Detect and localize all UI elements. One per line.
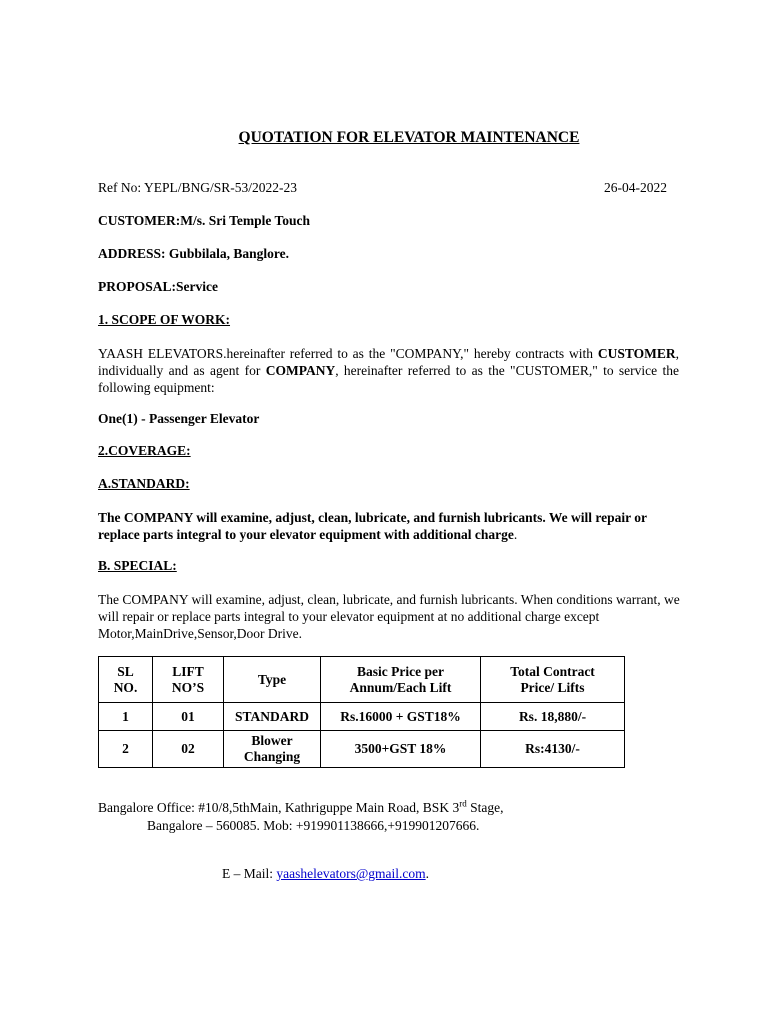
header-type: Type (224, 657, 321, 703)
header-sl-no: SL NO. (99, 657, 153, 703)
scope-paragraph (98, 345, 679, 396)
ordinal-superscript: rd (459, 798, 467, 809)
standard-end: . (513, 527, 518, 542)
scope-text-2: , individually and as agent for (98, 346, 679, 378)
email-line: E – Mail: yaashelevators@gmail.com. (222, 866, 430, 881)
cell-sl: 2 (99, 731, 153, 768)
table-row (99, 731, 625, 768)
special-paragraph: The COMPANY will examine, adjust, clean, lubricate, and furnish lubricants. When conditions warrant, we will repair or replace parts integral to your elevator equipment at no additional charge except Motor,MainDrive,Sensor,Door Drive. (98, 592, 680, 641)
table-header-row (99, 657, 625, 703)
header-total-price: Total Contract Price/ Lifts (481, 657, 625, 703)
cell-type: Blower Changing (224, 731, 321, 768)
office-address-line-1: Bangalore Office: #10/8,5thMain, Kathriguppe Main Road, BSK 3rd Stage, (98, 798, 504, 815)
coverage-heading: 2.COVERAGE: (98, 443, 191, 458)
scope-bold-customer: CUSTOMER (597, 346, 676, 361)
document-title: QUOTATION FOR ELEVATOR MAINTENANCE (238, 129, 580, 146)
header-basic-price: Basic Price per Annum/Each Lift (321, 657, 481, 703)
scope-bold-company: COMPANY (265, 363, 336, 378)
price-table (98, 656, 625, 768)
scope-text-1: YAASH ELEVATORS.hereinafter referred to as the "COMPANY," hereby contracts with (98, 346, 598, 361)
quotation-date: 26-04-2022 (604, 180, 667, 195)
cell-lift: 01 (153, 703, 224, 731)
cell-basic-price: Rs.16000 + GST18% (321, 703, 481, 731)
standard-text: The COMPANY will examine, adjust, clean, lubricate, and furnish lubricants. We will repair or replace parts integral to your elevator equipment with additional charge (98, 510, 647, 542)
office-address-line-2: Bangalore – 560085. Mob: +919901138666,+919901207666. (147, 818, 480, 833)
equipment-line: One(1) - Passenger Elevator (98, 411, 260, 426)
special-heading: B. SPECIAL: (98, 558, 177, 573)
standard-heading: A.STANDARD: (98, 476, 190, 491)
email-label: E – Mail: (222, 866, 277, 881)
cell-basic-price: 3500+GST 18% (321, 731, 481, 768)
scope-text-3: , hereinafter referred to as the "CUSTOMER," to service the following equipment: (98, 363, 679, 395)
cell-total-price: Rs:4130/- (481, 731, 625, 768)
cell-sl: 1 (99, 703, 153, 731)
header-lift-nos: LIFT NO’S (153, 657, 224, 703)
email-link[interactable]: yaashelevators@gmail.com (276, 866, 426, 881)
standard-paragraph (98, 509, 678, 543)
address-line: ADDRESS: Gubbilala, Banglore. (98, 246, 290, 261)
scope-heading: 1. SCOPE OF WORK: (98, 312, 231, 327)
cell-type: STANDARD (224, 703, 321, 731)
customer-line: CUSTOMER:M/s. Sri Temple Touch (98, 213, 311, 228)
cell-lift: 02 (153, 731, 224, 768)
reference-number: Ref No: YEPL/BNG/SR-53/2022-23 (98, 180, 297, 195)
cell-total-price: Rs. 18,880/- (481, 703, 625, 731)
proposal-line: PROPOSAL:Service (98, 279, 218, 294)
table-row (99, 703, 625, 731)
